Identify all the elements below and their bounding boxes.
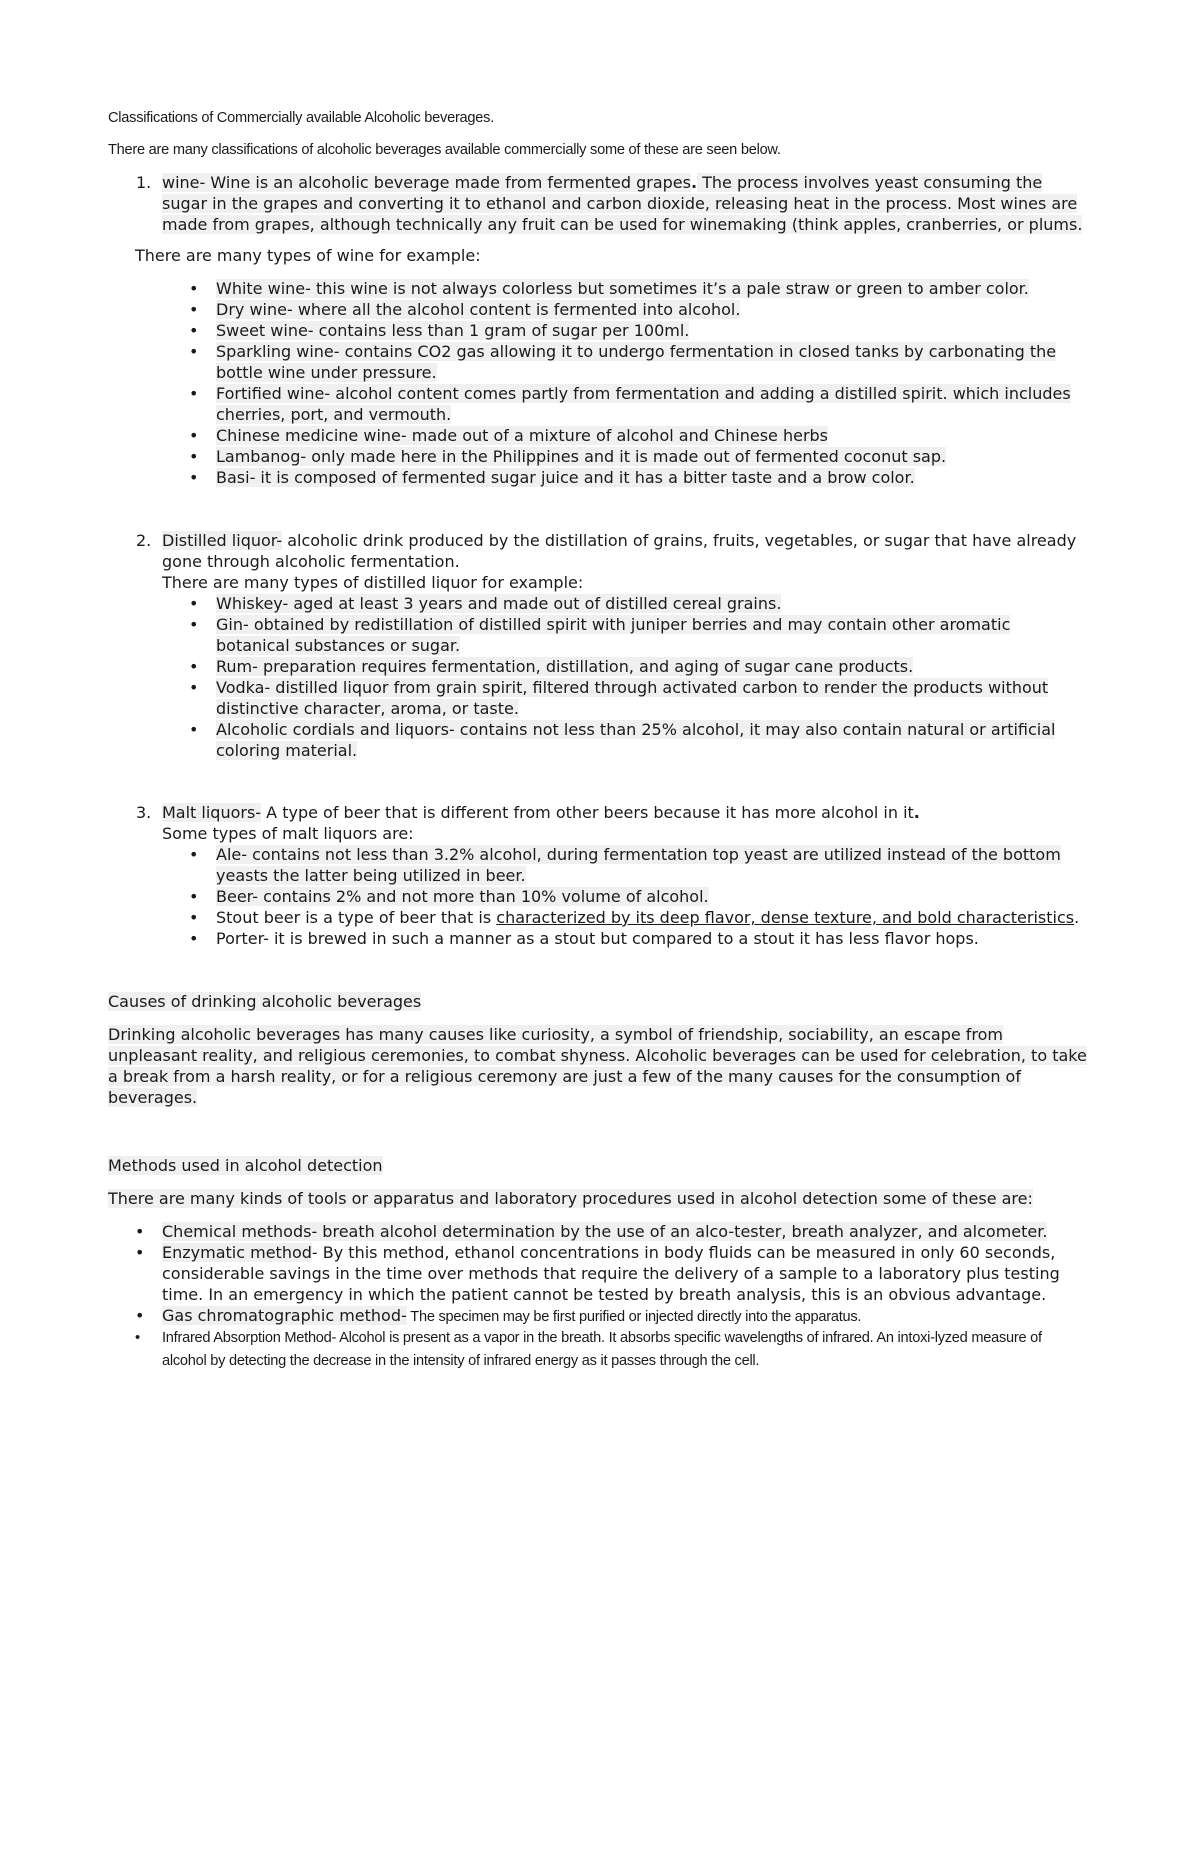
list-item: • Chemical methods- breath alcohol determination by the use of an alco-tester, breath analyzer, and alcometer. — [108, 1221, 1088, 1242]
wine-types-intro: There are many types of wine for example: — [135, 246, 481, 265]
classification-list-2 — [108, 530, 1088, 761]
methods-intro: There are many kinds of tools or apparatus and laboratory procedures used in alcohol detection some of these are: — [108, 1189, 1033, 1208]
list-item: • Enzymatic method- By this method, ethanol concentrations in body fluids can be measured in only 60 seconds, considerable savings in the time over methods that require the delivery of a sample to a laboratory plus testing time. In an emergency in which the patient cannot be tested by breath analysis, this is an obvious advantage. — [108, 1242, 1088, 1305]
malt-types-intro: Some types of malt liquors are: — [162, 824, 414, 843]
malt-description: Malt liquors- A type of beer that is different from other beers because it has more alcohol in it. — [162, 803, 920, 822]
list-item: • Vodka- distilled liquor from grain spirit, filtered through activated carbon to render the products without distinctive character, aroma, or taste. — [162, 677, 1088, 719]
list-item: • Gin- obtained by redistillation of distilled spirit with juniper berries and may contain other aromatic botanical substances or sugar. — [162, 614, 1088, 656]
list-item: • Whiskey- aged at least 3 years and made out of distilled cereal grains. — [162, 593, 1088, 614]
list-item: • Sparkling wine- contains CO2 gas allowing it to undergo fermentation in closed tanks by carbonating the bottle wine under pressure. — [162, 341, 1088, 383]
document-page — [108, 108, 1088, 1373]
list-item: • Alcoholic cordials and liquors- contains not less than 25% alcohol, it may also contain natural or artificial coloring material. — [162, 719, 1088, 761]
list-item: • Chinese medicine wine- made out of a mixture of alcohol and Chinese herbs — [162, 425, 1088, 446]
methods-heading: Methods used in alcohol detection — [108, 1156, 383, 1175]
classification-list-3 — [108, 802, 1088, 949]
list-item: • Rum- preparation requires fermentation, distillation, and aging of sugar cane products. — [162, 656, 1088, 677]
list-item: • Gas chromatographic method- The specimen may be first purified or injected directly into the apparatus. — [108, 1305, 1088, 1327]
malt-types-list — [108, 844, 1088, 949]
list-item: • Lambanog- only made here in the Philippines and it is made out of fermented coconut sap. — [162, 446, 1088, 467]
list-number: 1. — [136, 173, 152, 192]
list-item: • Infrared Absorption Method- Alcohol is present as a vapor in the breath. It absorbs specific wavelengths of infrared. An intoxi-lyzed measure of alcohol by detecting the decrease in the intensity of infrared energy as it passes through the cell. — [108, 1327, 1088, 1373]
list-item: • Fortified wine- alcohol content comes partly from fermentation and adding a distilled spirit. which includes cherries, port, and vermouth. — [162, 383, 1088, 425]
classification-distilled — [108, 530, 1088, 761]
classification-wine — [108, 172, 1088, 235]
list-number: 2. — [136, 531, 152, 550]
methods-list — [108, 1221, 1088, 1373]
wine-description: wine- Wine is an alcoholic beverage made from fermented grapes. The process involves yeast consuming the sugar in the grapes and converting it to ethanol and carbon dioxide, releasing heat in the process. Most wines are made from grapes, although technically any fruit can be used for winemaking (think apples, cranberries, or plums. — [162, 173, 1083, 234]
causes-heading: Causes of drinking alcoholic beverages — [108, 992, 422, 1011]
wine-name: wine- — [162, 173, 206, 192]
list-item: • Stout beer is a type of beer that is characterized by its deep flavor, dense texture, and bold characteristics. — [162, 907, 1088, 928]
list-item: • Sweet wine- contains less than 1 gram of sugar per 100ml. — [162, 320, 1088, 341]
distilled-name: Distilled liquor- — [162, 531, 283, 550]
list-item: • Dry wine- where all the alcohol content is fermented into alcohol. — [162, 299, 1088, 320]
stout-characteristics-link[interactable]: characterized by its deep flavor, dense texture, and bold characteristics — [496, 908, 1075, 927]
list-item: • Basi- it is composed of fermented sugar juice and it has a bitter taste and a brow color. — [162, 467, 1088, 488]
classification-list — [108, 172, 1088, 235]
causes-paragraph: Drinking alcoholic beverages has many causes like curiosity, a symbol of friendship, sociability, an escape from unpleasant reality, and religious ceremonies, to combat shyness. Alcoholic beverages can be used for celebration, to take a break from a harsh reality, or for a religious ceremony are just a few of the many causes for the consumption of beverages. — [108, 1025, 1087, 1107]
list-item: • Porter- it is brewed in such a manner as a stout but compared to a stout it has less flavor hops. — [162, 928, 1088, 949]
distilled-types-intro: There are many types of distilled liquor for example: — [162, 573, 584, 592]
document-title: Classifications of Commercially available Alcoholic beverages. — [108, 110, 495, 126]
distilled-types-list — [108, 593, 1088, 761]
document-intro: There are many classifications of alcoholic beverages available commercially some of these are seen below. — [108, 142, 781, 158]
classification-malt — [108, 802, 1088, 949]
list-item: • Beer- contains 2% and not more than 10% volume of alcohol. — [162, 886, 1088, 907]
malt-name: Malt liquors- — [162, 803, 262, 822]
distilled-description: Distilled liquor- alcoholic drink produced by the distillation of grains, fruits, vegetables, or sugar that have already gone through alcoholic fermentation. — [162, 531, 1077, 571]
list-item: • White wine- this wine is not always colorless but sometimes it’s a pale straw or green to amber color. — [162, 278, 1088, 299]
list-number: 3. — [136, 803, 152, 822]
list-item: • Ale- contains not less than 3.2% alcohol, during fermentation top yeast are utilized instead of the bottom yeasts the latter being utilized in beer. — [162, 844, 1088, 886]
wine-types-list — [108, 278, 1088, 488]
